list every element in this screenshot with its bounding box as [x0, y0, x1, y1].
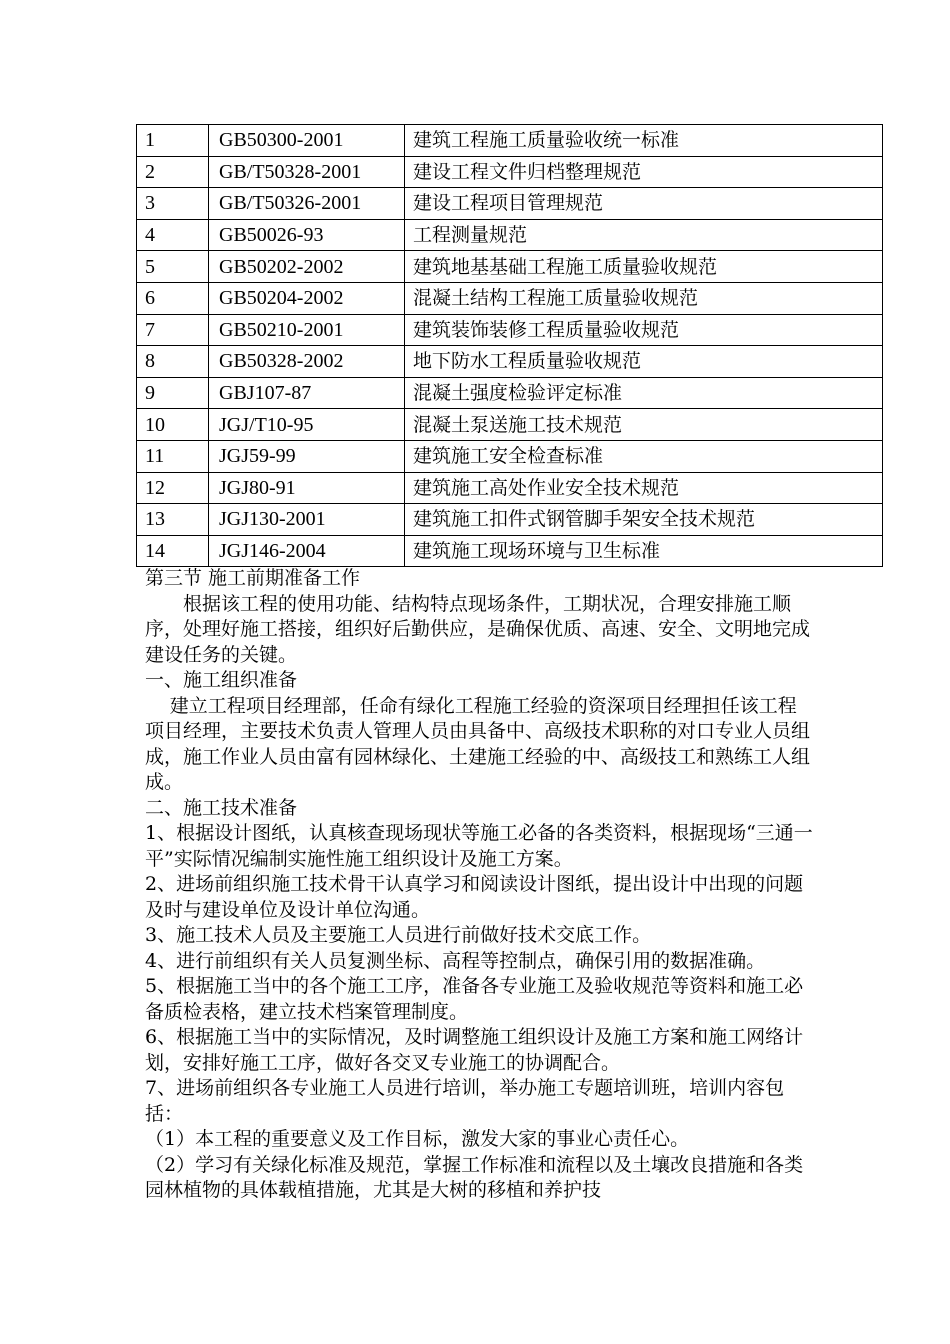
technical-item-4: 4、进行前组织有关人员复测坐标、高程等控制点，确保引用的数据准确。 [145, 949, 766, 972]
standard-name: 建筑地基基础工程施工质量验收规范 [405, 251, 883, 283]
standard-name: 建筑工程施工质量验收统一标准 [405, 125, 883, 157]
standard-code: GB50328-2002 [209, 346, 405, 378]
standard-code: GB50026-93 [209, 219, 405, 251]
row-number: 11 [137, 440, 209, 472]
table-row [137, 156, 883, 188]
table-row [137, 472, 883, 504]
heading-organization: 一、施工组织准备 [145, 669, 298, 691]
standard-code: GB50204-2002 [209, 282, 405, 314]
standards-table [136, 124, 883, 567]
standards-table-body [137, 125, 883, 567]
table-row [137, 535, 883, 567]
table-row [137, 504, 883, 536]
standard-name: 建筑施工扣件式钢管脚手架安全技术规范 [405, 504, 883, 536]
technical-item-1: 1、根据设计图纸，认真核查现场现状等施工必备的各类资料，根据现场“三通一平”实际情况编制实施性施工组织设计及施工方案。 [145, 822, 813, 870]
row-number: 6 [137, 282, 209, 314]
table-row [137, 219, 883, 251]
heading-technical: 二、施工技术准备 [145, 796, 298, 819]
standard-code: JGJ146-2004 [209, 535, 405, 567]
row-number: 2 [137, 156, 209, 188]
standard-code: JGJ/T10-95 [209, 409, 405, 441]
body-text [145, 566, 813, 1204]
table-row [137, 314, 883, 346]
training-item-2: （2）学习有关绿化标准及规范，掌握工作标准和流程以及土壤改良措施和各类园林植物的具体载植措施，尤其是大树的移植和养护技 [145, 1153, 804, 1201]
standard-code: GB/T50326-2001 [209, 188, 405, 220]
standard-code: GB/T50328-2001 [209, 156, 405, 188]
standard-name: 工程测量规范 [405, 219, 883, 251]
table-row [137, 125, 883, 157]
standard-code: GB50210-2001 [209, 314, 405, 346]
technical-item-5: 5、根据施工当中的各个施工工序，准备各专业施工及验收规范等资料和施工必备质检表格，建立技术档案管理制度。 [145, 975, 804, 1023]
row-number: 7 [137, 314, 209, 346]
row-number: 3 [137, 188, 209, 220]
standard-name: 建筑施工安全检查标准 [405, 440, 883, 472]
standard-name: 建筑施工高处作业安全技术规范 [405, 472, 883, 504]
technical-item-6: 6、根据施工当中的实际情况，及时调整施工组织设计及施工方案和施工网络计划，安排好施工工序，做好各交叉专业施工的协调配合。 [145, 1026, 804, 1074]
row-number: 10 [137, 409, 209, 441]
standard-code: JGJ59-99 [209, 440, 405, 472]
row-number: 4 [137, 219, 209, 251]
standard-name: 混凝土强度检验评定标准 [405, 377, 883, 409]
row-number: 8 [137, 346, 209, 378]
section-title: 第三节 施工前期准备工作 [145, 567, 361, 589]
standard-code: JGJ130-2001 [209, 504, 405, 536]
standard-code: GB50202-2002 [209, 251, 405, 283]
row-number: 9 [137, 377, 209, 409]
technical-item-2: 2、进场前组织施工技术骨干认真学习和阅读设计图纸，提出设计中出现的问题及时与建设单位及设计单位沟通。 [145, 873, 804, 921]
row-number: 14 [137, 535, 209, 567]
standard-code: GB50300-2001 [209, 125, 405, 157]
table-row [137, 188, 883, 220]
technical-item-7: 7、进场前组织各专业施工人员进行培训，举办施工专题培训班，培训内容包括： [145, 1077, 785, 1125]
row-number: 5 [137, 251, 209, 283]
standard-name: 混凝土结构工程施工质量验收规范 [405, 282, 883, 314]
standard-code: JGJ80-91 [209, 472, 405, 504]
standard-code: GBJ107-87 [209, 377, 405, 409]
standard-name: 建设工程文件归档整理规范 [405, 156, 883, 188]
table-row [137, 440, 883, 472]
table-row [137, 346, 883, 378]
standard-name: 建筑装饰装修工程质量验收规范 [405, 314, 883, 346]
table-row [137, 409, 883, 441]
standard-name: 地下防水工程质量验收规范 [405, 346, 883, 378]
row-number: 13 [137, 504, 209, 536]
organization-paragraph: 建立工程项目经理部，任命有绿化工程施工经验的资深项目经理担任该工程项目经理，主要技术负责人管理人员由具备中、高级技术职称的对口专业人员组成，施工作业人员由富有园林绿化、土建施工经验的中、高级技工和熟练工人组成。 [145, 694, 811, 793]
technical-item-3: 3、施工技术人员及主要施工人员进行前做好技术交底工作。 [145, 924, 652, 946]
standard-name: 建设工程项目管理规范 [405, 188, 883, 220]
intro-paragraph: 根据该工程的使用功能、结构特点现场条件，工期状况，合理安排施工顺序，处理好施工搭接，组织好后勤供应，是确保优质、高速、安全、文明地完成建设任务的关键。 [145, 592, 811, 666]
training-item-1: （1）本工程的重要意义及工作目标，激发大家的事业心责任心。 [145, 1128, 690, 1150]
table-row [137, 377, 883, 409]
row-number: 1 [137, 125, 209, 157]
standard-name: 建筑施工现场环境与卫生标准 [405, 535, 883, 567]
standard-name: 混凝土泵送施工技术规范 [405, 409, 883, 441]
table-row [137, 282, 883, 314]
table-row [137, 251, 883, 283]
row-number: 12 [137, 472, 209, 504]
